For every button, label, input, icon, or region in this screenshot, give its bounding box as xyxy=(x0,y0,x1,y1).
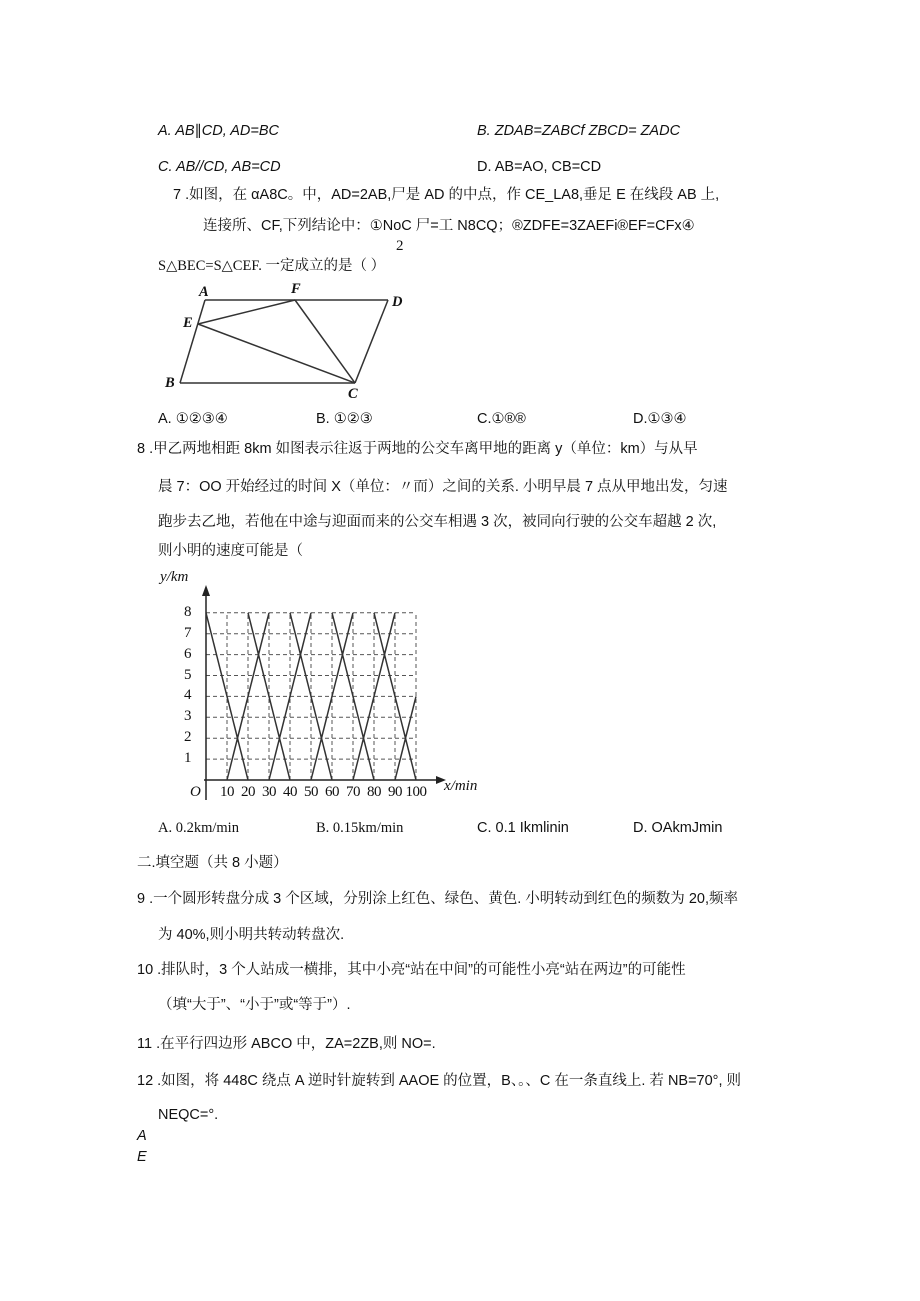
x-tick-label: 60 xyxy=(325,784,339,800)
q9-line2: 为 40%,则小明共转动转盘次. xyxy=(158,927,345,943)
x-tick-label: 50 xyxy=(304,784,318,800)
q7-option-b: B. ①②③ xyxy=(316,411,373,427)
label-b: B xyxy=(165,375,175,391)
q12-label-e: E xyxy=(137,1149,147,1165)
x-tick-label: 10 xyxy=(220,784,234,800)
x-tick-label: 100 xyxy=(405,784,427,800)
q8-option-d: D. OAkmJmin xyxy=(633,820,723,836)
q12-line2: NEQC=°. xyxy=(158,1107,219,1123)
label-f: F xyxy=(291,281,301,297)
y-tick-label: 7 xyxy=(184,624,192,641)
q7-option-c: C.①®® xyxy=(477,411,526,427)
origin-label: O xyxy=(190,784,201,800)
y-tick-label: 6 xyxy=(184,645,192,662)
y-tick-label: 1 xyxy=(184,750,192,767)
q7-fraction-denominator: 2 xyxy=(396,238,404,254)
q8-option-a: A. 0.2km/min xyxy=(158,820,239,836)
x-tick-label: 80 xyxy=(367,784,381,800)
y-axis-arrow-icon xyxy=(202,585,210,596)
q6-option-c: C. AB//CD, AB=CD xyxy=(158,159,281,175)
q8-option-c: C. 0.1 Ikmlinin xyxy=(477,820,569,836)
q6-option-a: A. AB∥CD, AD=BC xyxy=(158,123,279,139)
q7-line3: S△BEC=S△CEF. 一定成立的是（ ） xyxy=(158,258,386,274)
section2-title: 二.填空题（共 8 小题） xyxy=(137,855,288,871)
q7-line2: 连接所、CF,下列结论中：①NoC 尸=工 N8CQ；®ZDFE=3ZAEFi®EF=CFx④ xyxy=(203,218,695,234)
x-tick-label: 90 xyxy=(388,784,402,800)
label-e: E xyxy=(183,315,193,331)
q8-line1: 8 .甲乙两地相距 8km 如图表示往返于两地的公交车离甲地的距离 y（单位：km）与从早 xyxy=(137,441,698,457)
x-tick-label: 40 xyxy=(283,784,297,800)
x-axis-label: x/min xyxy=(444,778,478,794)
label-a: A xyxy=(199,284,209,300)
q8-line4: 则小明的速度可能是（ xyxy=(158,543,303,559)
q6-option-d: D. AB=AO, CB=CD xyxy=(477,159,602,175)
q10-line1: 10 .排队时，3 个人站成一横排，其中小亮“站在中间”的可能性小亮“站在两边”的可能性 xyxy=(137,962,686,978)
label-c: C xyxy=(348,386,358,402)
q7-option-a: A. ①②③④ xyxy=(158,411,228,427)
q11-line1: 11 .在平行四边形 ABCO 中，ZA=2ZB,则 NO=. xyxy=(137,1036,436,1052)
y-tick-label: 5 xyxy=(184,666,192,683)
q9-line1: 9 .一个圆形转盘分成 3 个区域，分别涂上红色、绿色、黄色. 小明转动到红色的频数为 20,频率 xyxy=(137,891,738,907)
y-tick-label: 4 xyxy=(184,687,192,704)
q10-line2: （填“大于”、“小于”或“等于”）. xyxy=(158,997,351,1013)
y-axis-label: y/km xyxy=(160,569,189,585)
x-tick-label: 20 xyxy=(241,784,255,800)
y-tick-label: 2 xyxy=(184,729,192,746)
x-tick-label: 70 xyxy=(346,784,360,800)
q6-option-b: B. ZDAB=ZABCf ZBCD= ZADC xyxy=(477,123,681,139)
q12-line1: 12 .如图，将 448C 绕点 A 逆时针旋转到 AAOE 的位置，B、。、C 在一条直线上. 若 NB=70°, 则 xyxy=(137,1073,742,1089)
y-tick-label: 8 xyxy=(184,603,192,620)
q8-line2: 晨 7：OO 开始经过的时间 X（单位：〃而）之间的关系. 小明早晨 7 点从甲地出发，匀速 xyxy=(158,479,728,495)
y-tick-label: 3 xyxy=(184,708,192,725)
q12-label-a: A xyxy=(137,1128,147,1144)
label-d: D xyxy=(392,294,403,310)
q8-line3: 跑步去乙地，若他在中途与迎面而来的公交车相遇 3 次，被同向行驶的公交车超越 2 次, xyxy=(158,514,717,530)
x-tick-label: 30 xyxy=(262,784,276,800)
q7-line1: 7 .如图，在 αA8C。中，AD=2AB,尸是 AD 的中点，作 CE_LA8,垂足 E 在线段 AB 上, xyxy=(173,187,720,203)
q7-option-d: D.①③④ xyxy=(633,411,687,427)
q8-option-b: B. 0.15km/min xyxy=(316,820,404,836)
